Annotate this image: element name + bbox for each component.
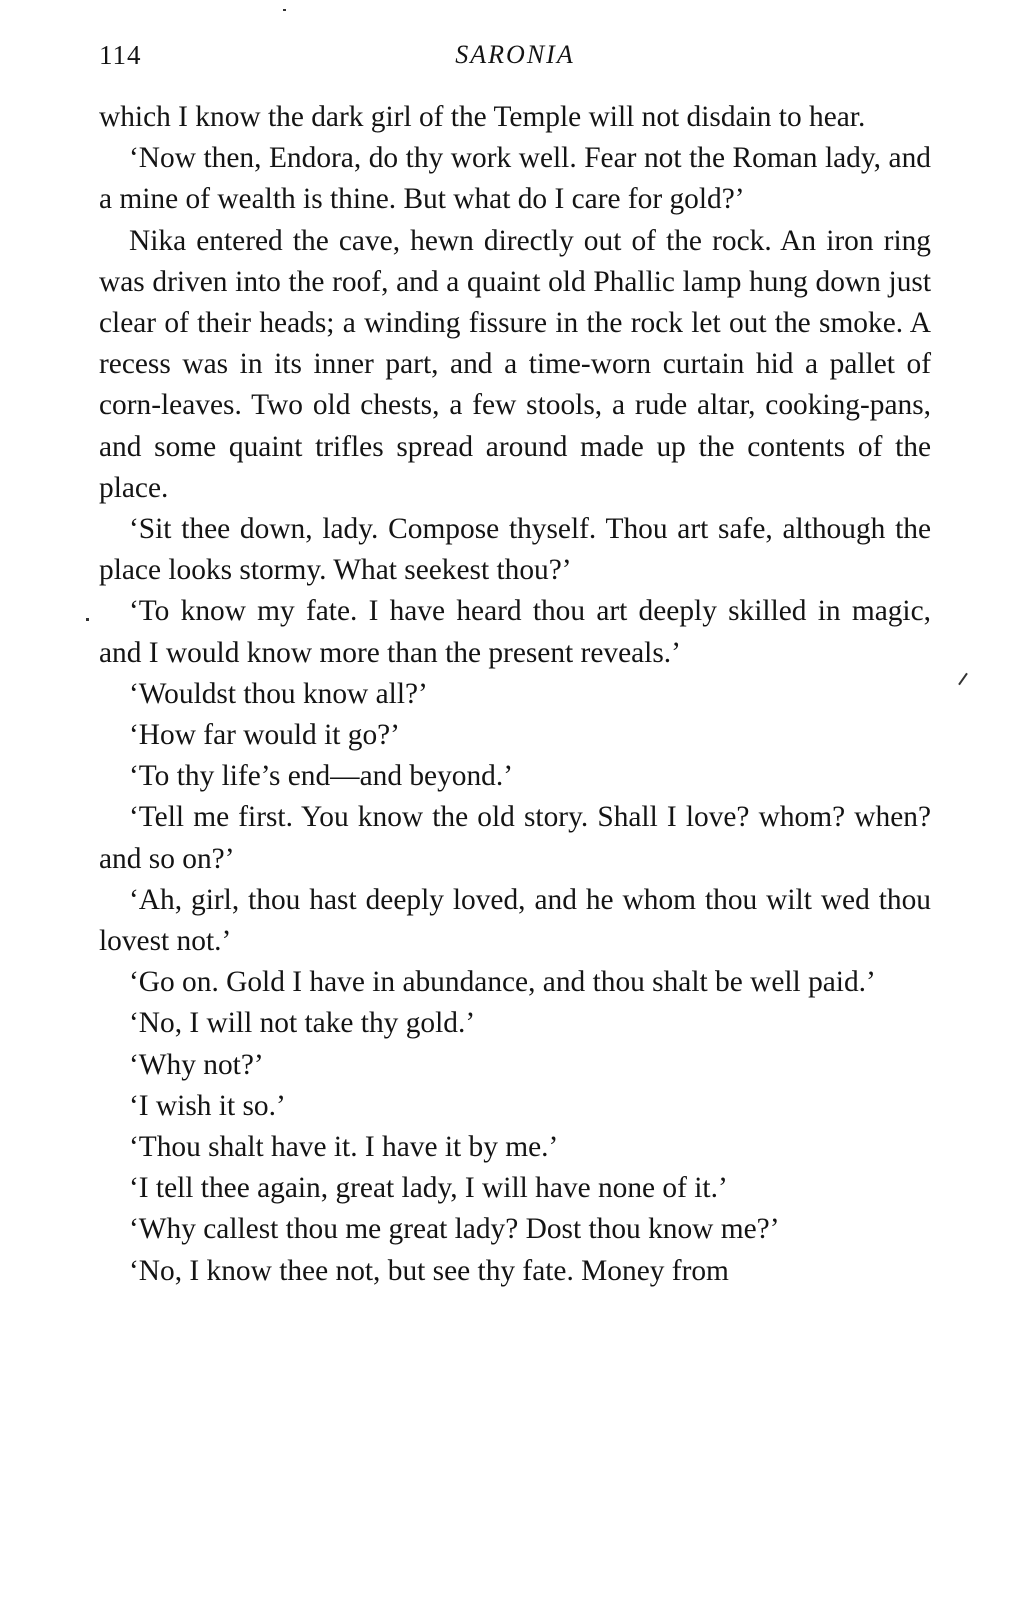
paragraph: ‘No, I know thee not, but see thy fate. Money from bbox=[129, 1254, 729, 1287]
scan-speck bbox=[958, 673, 968, 686]
running-head: SARONIA bbox=[455, 40, 575, 69]
paragraph: ‘To thy life’s end—and beyond.’ bbox=[129, 760, 514, 793]
paragraph: ‘Ah, girl, thou hast deeply loved, and he whom thou wilt wed thou lovest not.’ bbox=[99, 883, 931, 958]
page-header bbox=[99, 40, 931, 80]
paragraph: ‘Wouldst thou know all?’ bbox=[129, 677, 428, 710]
paragraph: ‘Go on. Gold I have in abundance, and thou shalt be well paid.’ bbox=[129, 966, 876, 999]
paragraph: ‘Now then, Endora, do thy work well. Fear not the Roman lady, and a mine of wealth is thine. But what do I care for gold?’ bbox=[99, 142, 931, 216]
paragraph: ‘How far would it go?’ bbox=[129, 719, 400, 752]
page-number: 114 bbox=[99, 40, 142, 70]
paragraph: which I know the dark girl of the Temple will not disdain to hear. bbox=[99, 101, 866, 133]
paragraph: ‘I tell thee again, great lady, I will have none of it.’ bbox=[129, 1172, 728, 1205]
paragraph: Nika entered the cave, hewn directly out of the rock. An iron ring was driven into the roof, and a quaint old Phallic lamp hung down just clear of their heads; a winding fissure in the rock let out the smoke. A recess was in its inner part, and a time-worn curtain hid a pallet of corn-leaves. Two old chests, a few stools, a rude altar, cooking-pans, and some quaint trifles spread around made up the contents of the place. bbox=[99, 224, 931, 504]
scan-speck bbox=[283, 9, 286, 11]
paragraph: ‘Why not?’ bbox=[129, 1048, 264, 1081]
paragraph: ‘To know my fate. I have heard thou art deeply skilled in magic, and I would know more than the present reveals.’ bbox=[99, 595, 931, 669]
body-text bbox=[99, 97, 931, 1292]
paragraph: ‘No, I will not take thy gold.’ bbox=[129, 1007, 476, 1040]
paragraph: ‘Sit thee down, lady. Compose thyself. Thou art safe, although the place looks stormy. What seekest thou?’ bbox=[99, 513, 931, 587]
paragraph: ‘Why callest thou me great lady? Dost thou know me?’ bbox=[129, 1213, 780, 1246]
paragraph: ‘Thou shalt have it. I have it by me.’ bbox=[129, 1131, 559, 1164]
scan-speck bbox=[86, 618, 89, 621]
paragraph: ‘Tell me first. You know the old story. Shall I love? whom? when? and so on?’ bbox=[99, 801, 931, 875]
paragraph: ‘I wish it so.’ bbox=[129, 1089, 286, 1122]
